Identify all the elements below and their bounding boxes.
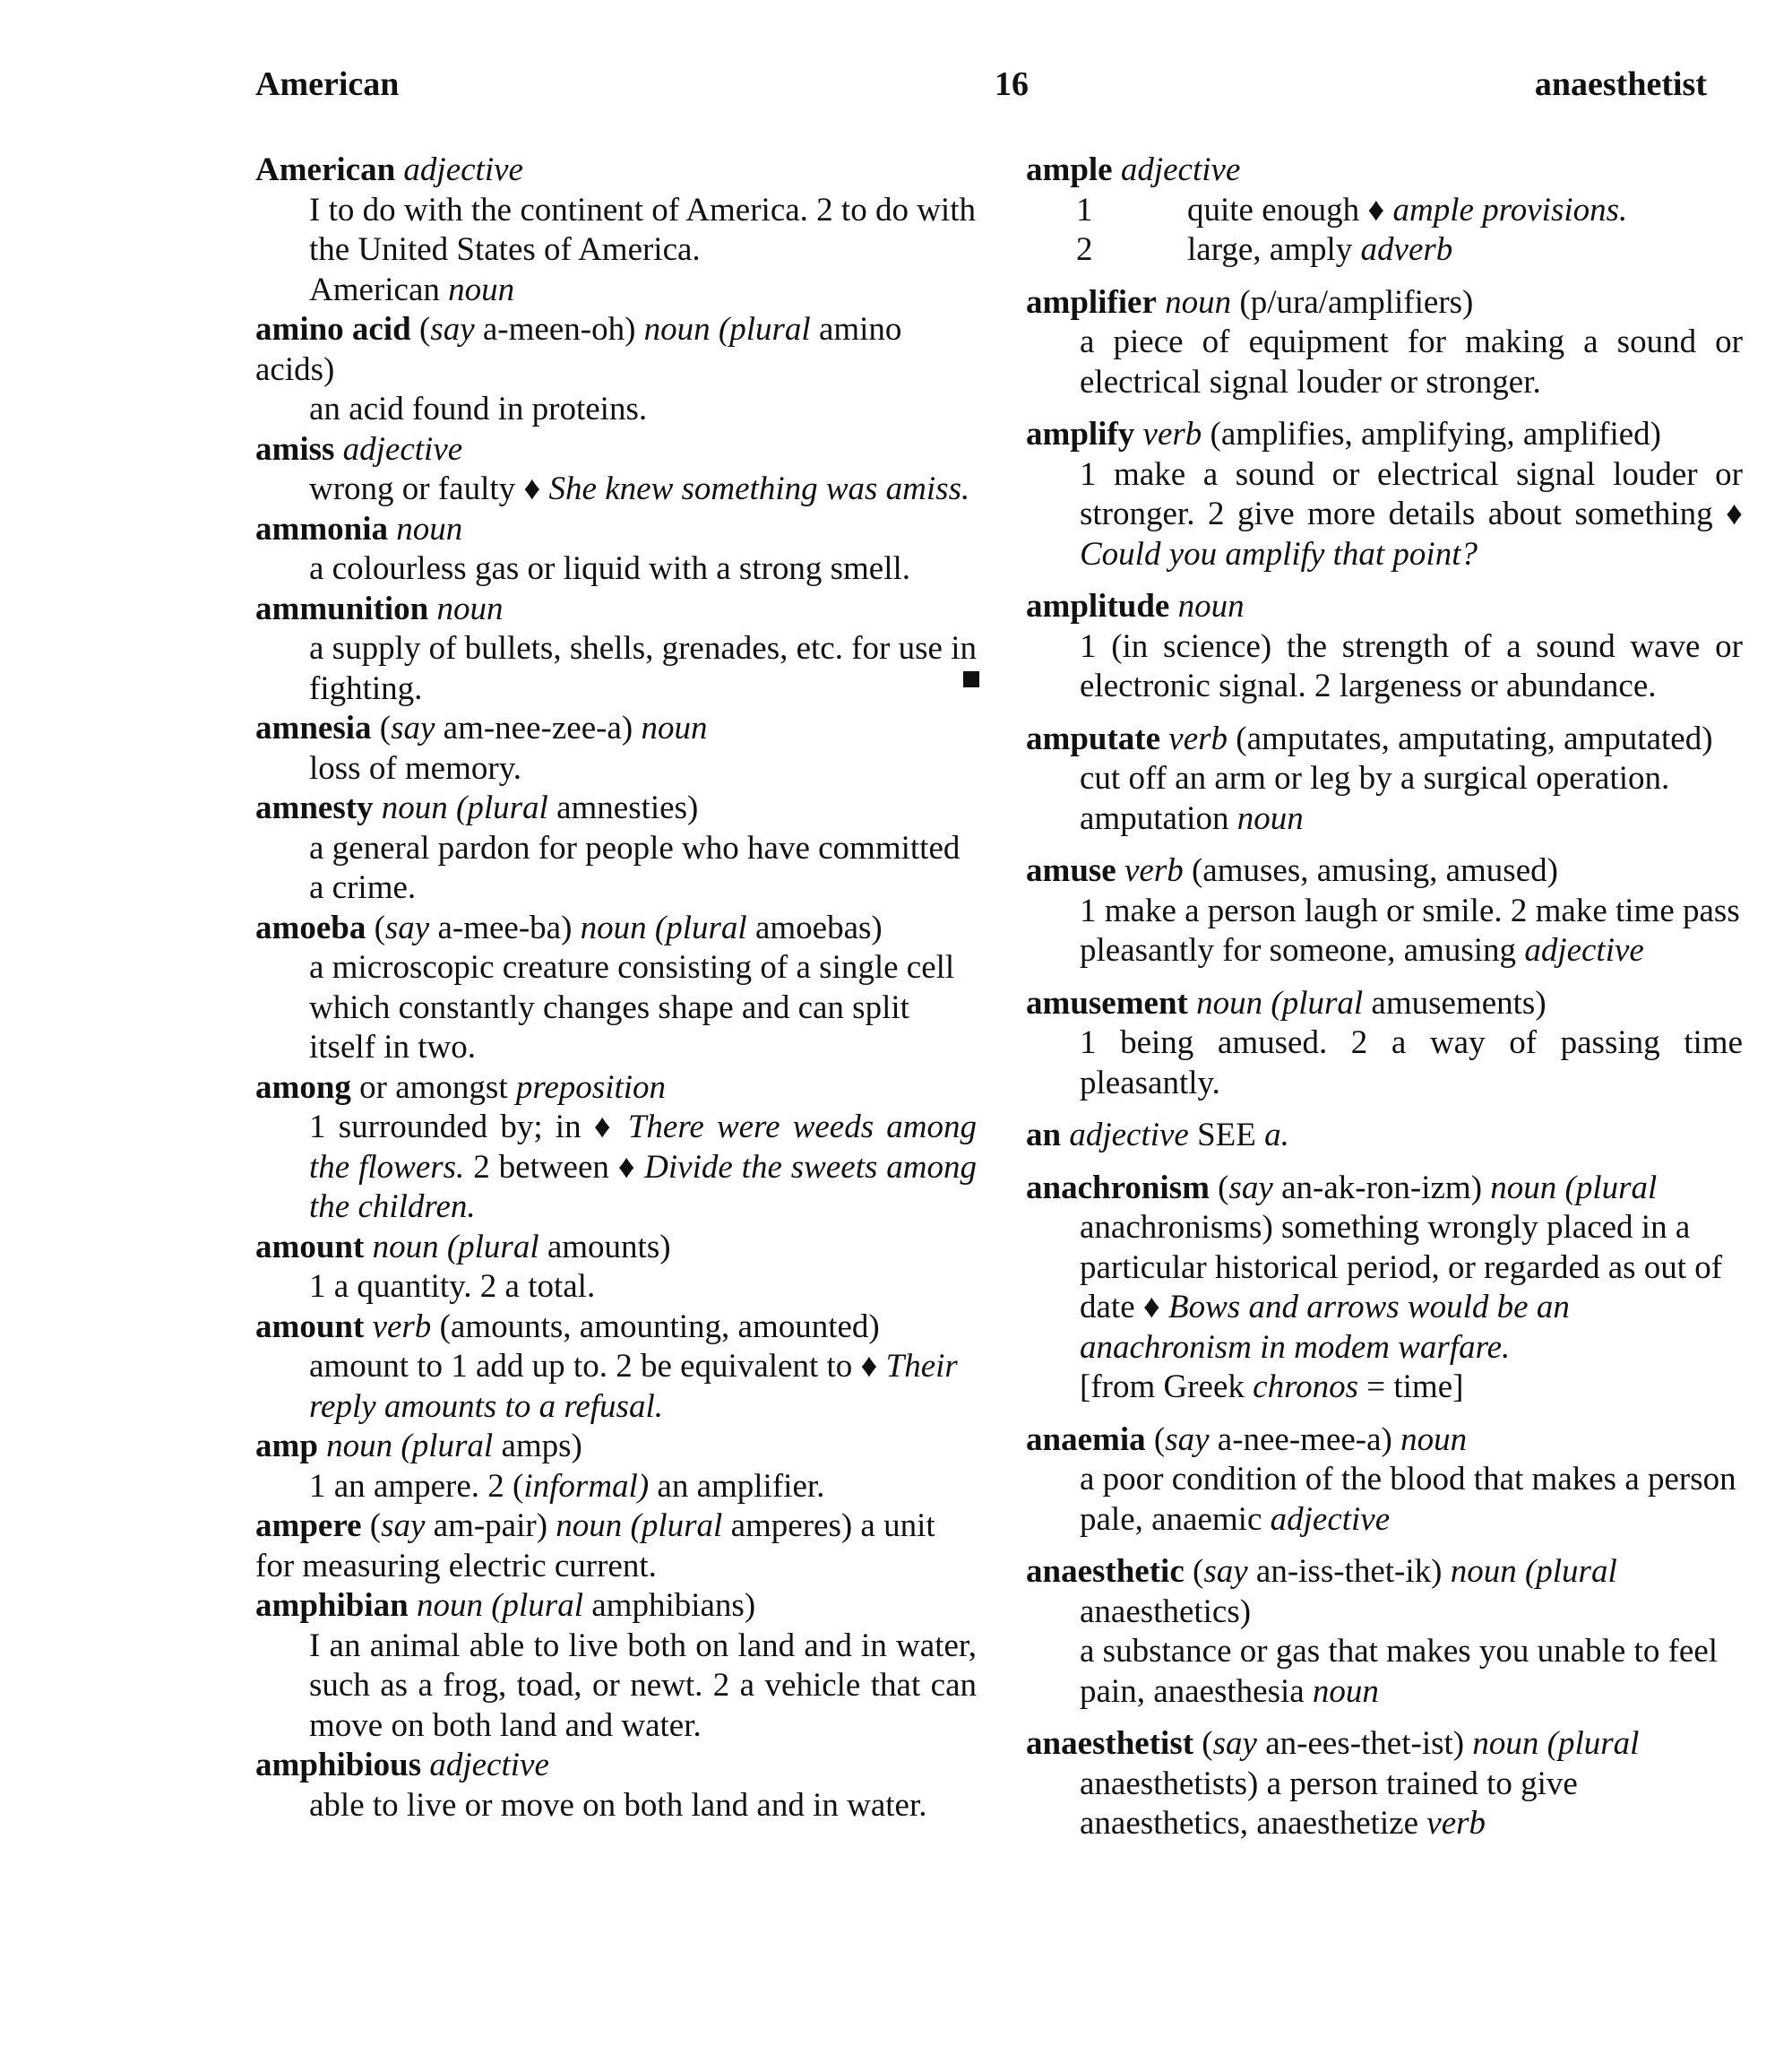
definition: a supply of bullets, shells, grenades, etc. for use in fighting. — [309, 630, 977, 707]
entry-amplifier: amplifier noun (p/ura/amplifiers) a piece of equipment for making a sound or electrical signal louder or stronger. — [1026, 283, 1743, 403]
entry-ammunition: ammunition noun a supply of bullets, shells, grenades, etc. for use in fighting. — [255, 590, 977, 710]
guide-word-last: anaesthetist — [1534, 65, 1707, 103]
definition: anachronisms) something wrongly placed in a particular historical period, or regarded as out of date ♦ Bows and arrows would be an anachronism in modem warfare. — [1080, 1209, 1723, 1366]
entry-amputate: amputate verb (amputates, amputating, amputated) cut off an arm or leg by a surgical operation. amputation noun — [1026, 720, 1743, 840]
entry-amphibious: amphibious adjective able to live or move on both land and in water. — [255, 1746, 977, 1826]
definition: loss of memory. — [309, 749, 522, 787]
definition: I an animal able to live both on land and in water, such as a frog, toad, or newt. 2 a vehicle that can move on both land and water. — [309, 1627, 977, 1744]
headword: amphibious — [255, 1747, 422, 1783]
headword: amnesty — [255, 790, 374, 826]
entry-amount-noun: amount noun (plural amounts) 1 a quantity. 2 a total. — [255, 1228, 977, 1308]
definition: 1 surrounded by; in ♦ There were weeds among the flowers. 2 between ♦ Divide the sweets among the children. — [309, 1109, 978, 1225]
definition: wrong or faulty ♦ She knew something was amiss. — [309, 470, 970, 507]
definition: a microscopic creature consisting of a single cell which constantly changes shape and can split itself in two. — [309, 949, 955, 1066]
sense-2: 2 large, amply adverb — [1076, 231, 1453, 268]
entry-anachronism: anachronism (say an-ak-ron-izm) noun (plural anachronisms) something wrongly placed in a particular historical period, or regarded as out of date ♦ Bows and arrows would be an anachronism in modem warfare. [from Greek chronos = time] — [1026, 1169, 1743, 1408]
headword: anaesthetic — [1026, 1553, 1185, 1590]
entry-amnesty: amnesty noun (plural amnesties) a general pardon for people who have committed a crime. — [255, 789, 977, 909]
entry-ampere: ampere (say am-pair) noun (plural amperes) a unit for measuring electric current. — [255, 1507, 935, 1584]
entry-amoeba: amoeba (say a-mee-ba) noun (plural amoebas) a microscopic creature consisting of a single cell which constantly changes shape and can split itself in two. — [255, 909, 977, 1068]
definition: 1 make a person laugh or smile. 2 make time pass pleasantly for someone, amusing adjective — [1080, 892, 1740, 969]
entry-ample: ample adjective 1 quite enough ♦ ample provisions. 2 large, amply adverb — [1026, 151, 1743, 271]
entry-amuse: amuse verb (amuses, amusing, amused) 1 make a person laugh or smile. 2 make time pass pleasantly for someone, amusing adjective — [1026, 851, 1743, 971]
definition: an acid found in proteins. — [309, 391, 648, 427]
definition: a general pardon for people who have committed a crime. — [309, 829, 961, 906]
definition: a colourless gas or liquid with a strong smell. — [309, 550, 911, 587]
definition: 1 make a sound or electrical signal louder or stronger. 2 give more details about something ♦ Could you amplify that point? — [1080, 455, 1743, 573]
entry-among: among or amongst preposition 1 surrounded by; in ♦ There were weeds among the flowers. 2 between ♦ Divide the sweets among the children. — [255, 1068, 977, 1228]
definition: able to live or move on both land and in water. — [309, 1786, 927, 1824]
pronunciation: am-nee-zee-a) — [443, 710, 633, 747]
headword: ample — [1026, 151, 1113, 188]
headword: amphibian — [255, 1587, 409, 1624]
headword: anachronism — [1026, 1169, 1210, 1206]
headword: ampere — [255, 1507, 362, 1544]
headword: anaesthetist — [1026, 1725, 1194, 1762]
entry-american — [255, 151, 977, 310]
headword: amputate — [1026, 720, 1161, 757]
definition: a substance or gas that makes you unable to feel pain, anaesthesia noun — [1080, 1633, 1719, 1710]
entry-amiss: amiss adjective wrong or faulty ♦ She knew something was amiss. — [255, 430, 977, 510]
headword: anaemia — [1026, 1420, 1146, 1458]
running-header — [255, 65, 1707, 118]
headword: amoeba — [255, 909, 366, 946]
left-column — [255, 151, 977, 1826]
entry-amino-acid: amino acid (say a-meen-oh) noun (plural amino acids) an acid found in proteins. — [255, 310, 977, 430]
headword: amuse — [1026, 852, 1116, 889]
pronunciation: a-nee-mee-a) — [1217, 1420, 1392, 1458]
headword: amusement — [1026, 984, 1188, 1022]
entry-an: an adjective SEE a. — [1026, 1117, 1289, 1153]
headword: amount — [255, 1308, 365, 1345]
definition: amount to 1 add up to. 2 be equivalent to ♦ Their reply amounts to a refusal. — [309, 1348, 958, 1425]
entry-anaesthetist: anaesthetist (say an-ees-thet-ist) noun (plural anaesthetists) a person trained to give anaesthetics, anaesthetize verb — [1026, 1724, 1743, 1844]
definition: cut off an arm or leg by a surgical operation. — [1080, 760, 1670, 797]
entry-ammonia: ammonia noun a colourless gas or liquid with a strong smell. — [255, 510, 977, 590]
derived-form: amputation noun — [1080, 799, 1304, 837]
definition: anaesthetists) a person trained to give anaesthetics, anaesthetize verb — [1080, 1765, 1578, 1842]
headword: amount — [255, 1228, 365, 1265]
entry-anaemia: anaemia (say a-nee-mee-a) noun a poor condition of the blood that makes a person pale, anaemic adjective — [1026, 1420, 1743, 1541]
headword: amp — [255, 1428, 318, 1464]
example: She knew something was amiss. — [548, 470, 970, 507]
page-number: 16 — [995, 65, 1029, 103]
entry-amp: amp noun (plural amps) 1 an ampere. 2 (informal) an amplifier. — [255, 1427, 977, 1506]
headword: ammunition — [255, 590, 429, 627]
definition: a piece of equipment for making a sound or electrical signal louder or stronger. — [1080, 324, 1743, 401]
entry-anaesthetic: anaesthetic (say an-iss-thet-ik) noun (plural anaesthetics) a substance or gas that makes you unable to feel pain, anaesthesia noun — [1026, 1552, 1743, 1712]
entry-amusement: amusement noun (plural amusements) 1 being amused. 2 a way of passing time pleasantly. — [1026, 984, 1743, 1104]
pronunciation: am-pair) — [433, 1507, 548, 1544]
pronunciation: a-mee-ba) — [437, 909, 573, 946]
pronunciation: an-ak-ron-izm) — [1281, 1169, 1483, 1206]
guide-word-first: American — [255, 65, 400, 103]
definition: 1 being amused. 2 a way of passing time pleasantly. — [1080, 1024, 1743, 1101]
definition: 1 an ampere. 2 (informal) an amplifier. — [309, 1467, 825, 1505]
headword: amiss — [255, 430, 335, 468]
definition: I to do with the continent of America. 2 to do with the United States of America. — [309, 191, 976, 268]
cross-reference: a. — [1264, 1117, 1289, 1153]
pronunciation: an-ees-thet-ist) — [1265, 1725, 1465, 1762]
headword: amnesia — [255, 710, 372, 747]
part-of-speech: adjective — [403, 151, 523, 188]
sense-1: 1 quite enough ♦ ample provisions. — [1076, 191, 1628, 229]
entry-amplify: amplify verb (amplifies, amplifying, amplified) 1 make a sound or electrical signal louder or stronger. 2 give more details about something ♦ Could you amplify that point? — [1026, 415, 1743, 574]
entry-amphibian: amphibian noun (plural amphibians) I an animal able to live both on land and in water, such as a frog, toad, or newt. 2 a vehicle that can move on both land and water. — [255, 1586, 977, 1746]
definition: a poor condition of the blood that makes a person pale, anaemic adjective — [1080, 1461, 1736, 1538]
derived-form: American noun — [309, 271, 515, 308]
definition: 1 (in science) the strength of a sound wave or electronic signal. 2 largeness or abundance. — [1080, 627, 1743, 704]
entry-amplitude: amplitude noun 1 (in science) the strength of a sound wave or electronic signal. 2 largeness or abundance. — [1026, 587, 1743, 707]
headword: amplitude — [1026, 588, 1170, 625]
headword: American — [255, 151, 396, 188]
definition: 1 a quantity. 2 a total. — [309, 1268, 596, 1305]
entry-amount-verb: amount verb (amounts, amounting, amounted) amount to 1 add up to. 2 be equivalent to ♦ Their reply amounts to a refusal. — [255, 1308, 977, 1428]
headword: ammonia — [255, 510, 388, 548]
etymology: [from Greek chronos = time] — [1080, 1368, 1464, 1405]
headword: an — [1026, 1117, 1062, 1153]
headword: amplifier — [1026, 283, 1157, 321]
pronunciation: a-meen-oh) — [482, 311, 636, 348]
pronunciation: an-iss-thet-ik) — [1255, 1553, 1443, 1590]
headword: amplify — [1026, 416, 1135, 453]
entry-amnesia: amnesia (say am-nee-zee-a) noun loss of memory. — [255, 709, 977, 789]
right-column — [1026, 151, 1743, 1857]
headword: among — [255, 1068, 351, 1106]
headword: amino acid — [255, 311, 411, 348]
